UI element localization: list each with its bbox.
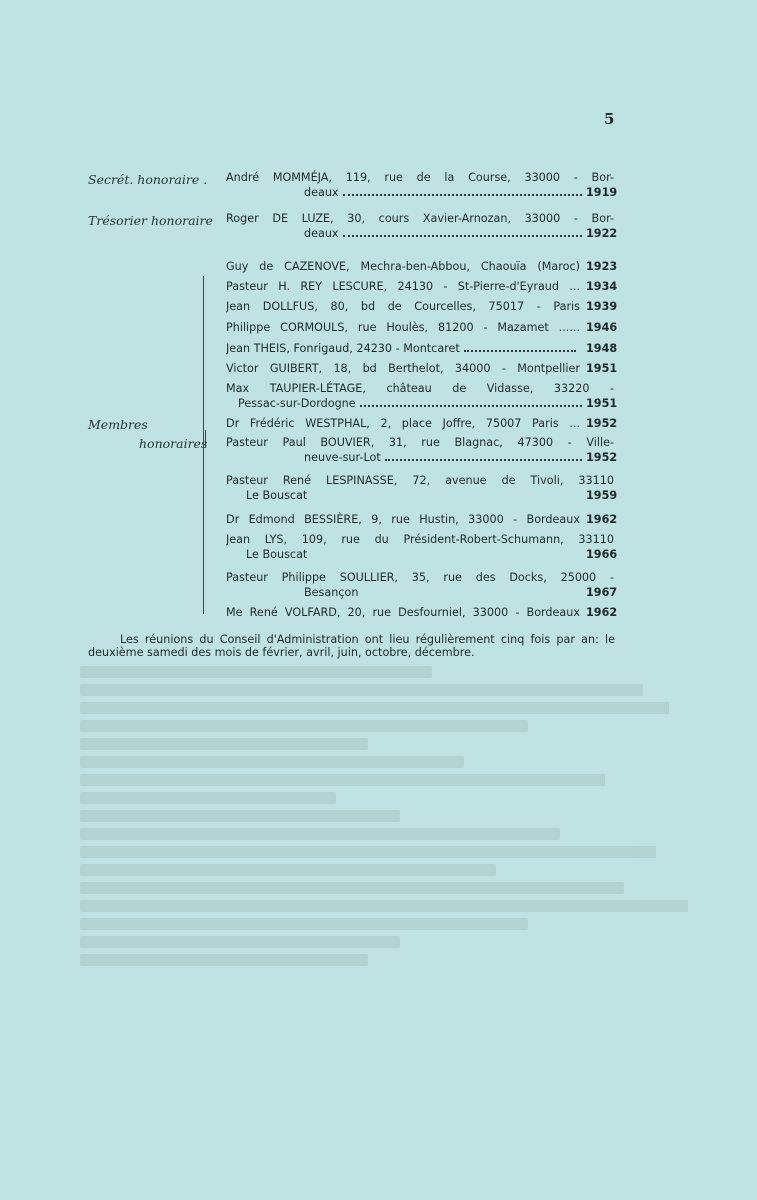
footer-paragraph: Les réunions du Conseil d'Administration ont lieu régulièrement cinq fois par an: le deuxième samedi des mois de février, avril, juin, octobre, décembre. <box>88 633 615 659</box>
list-item: Philippe CORMOULS, rue Houlès, 81200 - Mazamet ...... 1946 <box>226 321 618 334</box>
page-number: 5 <box>604 110 615 128</box>
list-item: Pasteur Paul BOUVIER, 31, rue Blagnac, 47300 - Ville- neuve-sur-Lot 1952 <box>226 436 618 464</box>
list-item: Max TAUPIER-LÉTAGE, château de Vidasse, 33220 - Pessac-sur-Dordogne 1951 <box>226 382 618 410</box>
bleed-through-text <box>80 660 720 1040</box>
list-item: Roger DE LUZE, 30, cours Xavier-Arnozan, 33000 - Bor- deaux 1922 <box>226 212 618 240</box>
list-item: Victor GUIBERT, 18, bd Berthelot, 34000 - Montpellier 1951 <box>226 362 618 375</box>
section-label-tresorier: Trésorier honoraire <box>88 213 213 228</box>
list-item: Pasteur René LESPINASSE, 72, avenue de Tivoli, 33110 Le Bouscat 1959 <box>226 474 618 502</box>
list-item: Dr Edmond BESSIÈRE, 9, rue Hustin, 33000 - Bordeaux 1962 <box>226 513 618 526</box>
list-item: Pasteur H. REY LESCURE, 24130 - St-Pierre-d'Eyraud ... 1934 <box>226 280 618 293</box>
list-item: Dr Frédéric WESTPHAL, 2, place Joffre, 75007 Paris ... 1952 <box>226 417 618 430</box>
list-item: Jean THEIS, Fonrigaud, 24230 - Montcaret 1948 <box>226 342 618 355</box>
list-item: Pasteur Philippe SOULLIER, 35, rue des Docks, 25000 - Besançon 1967 <box>226 571 618 599</box>
list-item: André MOMMÉJA, 119, rue de la Course, 33000 - Bor- deaux 1919 <box>226 171 618 199</box>
list-item: Jean LYS, 109, rue du Président-Robert-Schumann, 33110 Le Bouscat 1966 <box>226 533 618 561</box>
section-label-membres: Membres <box>88 417 148 432</box>
section-label-honoraires: honoraires <box>139 436 208 451</box>
list-item: Me René VOLFARD, 20, rue Desfourniel, 33000 - Bordeaux 1962 <box>226 606 618 619</box>
section-label-secretaire: Secrét. honoraire . <box>88 172 208 187</box>
list-item: Guy de CAZENOVE, Mechra-ben-Abbou, Chaouïa (Maroc) 1923 <box>226 260 618 273</box>
list-item: Jean DOLLFUS, 80, bd de Courcelles, 75017 - Paris 1939 <box>226 300 618 313</box>
